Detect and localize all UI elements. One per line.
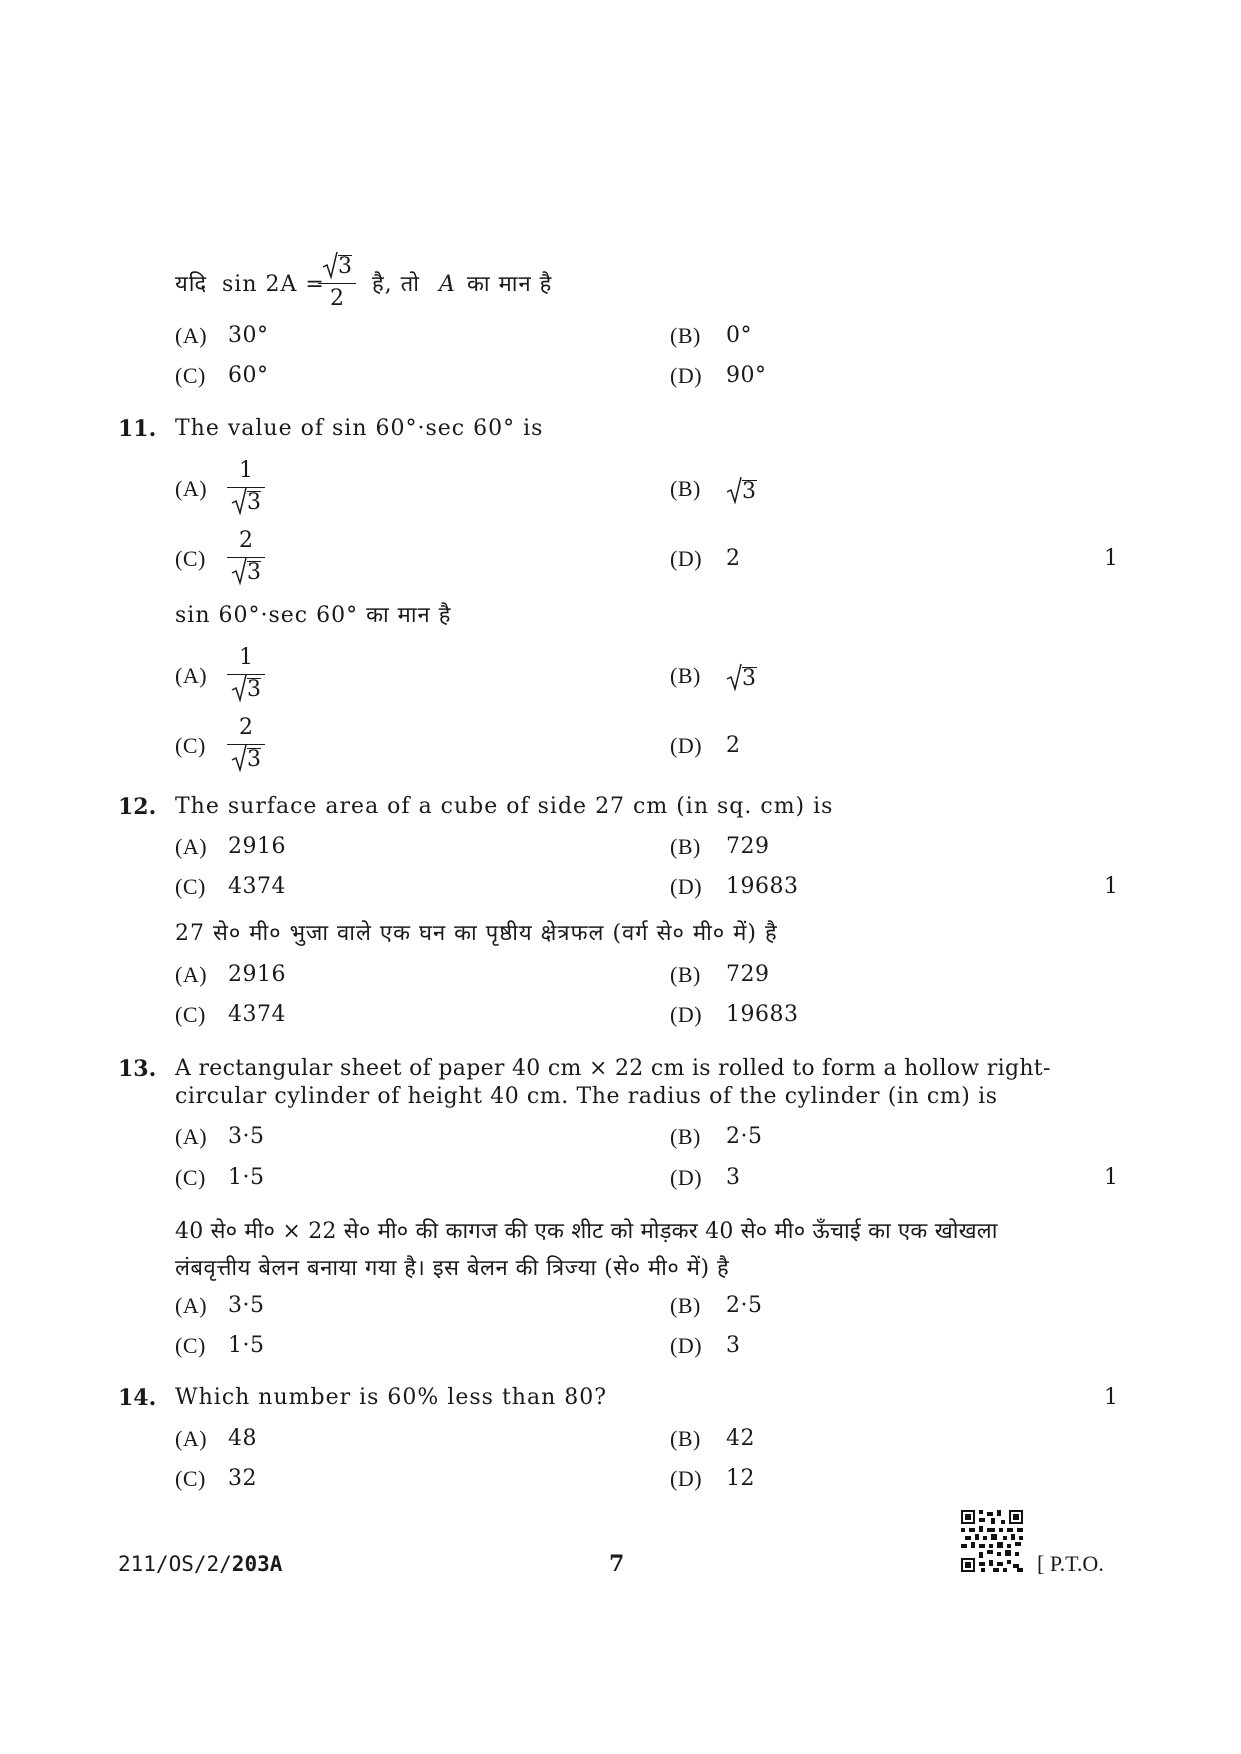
q12-marks: 1 [1104,874,1118,899]
q12h-option-a-label: (A) [175,962,208,987]
q12h-option-c-value: 4374 [228,1002,286,1027]
q12-option-a-label: (A) [175,834,208,859]
q13-option-b-value: 2·5 [726,1124,763,1149]
q13h-option-a-value: 3·5 [228,1293,265,1318]
q11h-option-a-num: 1 [239,645,253,670]
q14-option-d-label: (D) [670,1466,703,1491]
q11h-option-b-label: (B) [670,663,701,688]
q10-hindi-prefix: यदि [175,272,208,297]
q10-option-c-value: 60° [228,363,269,388]
q11-option-b-value-wrap [726,479,757,505]
q11-option-a-num: 1 [239,458,253,483]
q14-option-a-value: 48 [228,1426,257,1451]
q13h-option-b-value: 2·5 [726,1293,763,1318]
q12-option-b-label: (B) [670,834,701,859]
q11-option-a-den: 3 [247,490,261,515]
q12h-option-d-label: (D) [670,1002,703,1027]
pto-label: [ P.T.O. [1037,1551,1104,1576]
q11h-option-b-value: 3 [742,666,757,691]
q11h-option-a-fraction [227,645,265,703]
q11h-option-b-value-wrap [726,666,757,692]
q12-option-a-value: 2916 [228,834,286,859]
q12h-option-b-label: (B) [670,962,701,987]
q13h-option-d-label: (D) [670,1333,703,1358]
q10-hindi-var: A [439,272,456,297]
qr-code-icon [961,1510,1023,1572]
q14-option-b-value: 42 [726,1426,755,1451]
q11-option-c-label: (C) [175,546,206,571]
q13-option-a-value: 3·5 [228,1124,265,1149]
q13-number: 13. [118,1056,157,1082]
q11-number: 11. [118,416,157,442]
q10-option-a-label: (A) [175,323,208,348]
q11h-option-a-den: 3 [247,677,261,702]
q11h-option-c-den: 3 [247,747,261,772]
q10-option-d-value: 90° [726,363,767,388]
q13-text-line1: A rectangular sheet of paper 40 cm × 22 cm is rolled to form a hollow right- [175,1056,1051,1081]
q12-text: The surface area of a cube of side 27 cm (in sq. cm) is [175,794,834,819]
q12h-option-b-value: 729 [726,962,770,987]
q13-marks: 1 [1104,1165,1118,1190]
q14-option-a-label: (A) [175,1426,208,1451]
q13-option-d-value: 3 [726,1165,741,1190]
q11-option-d-label: (D) [670,546,703,571]
q13h-option-a-label: (A) [175,1293,208,1318]
q12-option-d-label: (D) [670,874,703,899]
q13-hindi-line1: 40 से० मी० × 22 से० मी० की कागज की एक शीट को मोड़कर 40 से० मी० ऊँचाई का एक खोखला [175,1219,998,1244]
q10-fraction-num: 3 [338,254,352,279]
q10-fraction [318,254,356,312]
q12-option-d-value: 19683 [726,874,799,899]
q10-hindi-suffix: है, तो [372,272,420,297]
q11-option-b-label: (B) [670,476,701,501]
q10-fraction-den: 2 [330,286,344,311]
paper-code-bold: 203A [231,1552,283,1576]
q10-option-c-label: (C) [175,363,206,388]
q13-text-line2: circular cylinder of height 40 cm. The radius of the cylinder (in cm) is [175,1084,998,1109]
q11-hindi: sin 60°·sec 60° का मान है [175,603,452,628]
q12h-option-c-label: (C) [175,1002,206,1027]
q14-number: 14. [118,1385,157,1411]
q11-option-c-fraction [227,528,265,586]
q13-option-c-value: 1·5 [228,1165,265,1190]
q11h-option-c-num: 2 [239,715,253,740]
q11-option-a-label: (A) [175,476,208,501]
q10-hindi-suffix2: का मान है [467,272,553,297]
q12h-option-d-value: 19683 [726,1002,799,1027]
q11h-option-d-value: 2 [726,733,741,758]
q11h-option-a-label: (A) [175,663,208,688]
q13-option-a-label: (A) [175,1124,208,1149]
page-number: 7 [609,1551,625,1577]
q11h-option-c-label: (C) [175,733,206,758]
q11-option-c-num: 2 [239,528,253,553]
q11-option-d-value: 2 [726,546,741,571]
q12-option-b-value: 729 [726,834,770,859]
q13-hindi-line2: लंबवृत्तीय बेलन बनाया गया है। इस बेलन की त्रिज्या (से० मी० में) है [175,1256,730,1281]
q14-option-c-value: 32 [228,1466,257,1491]
q11-option-a-fraction [227,458,265,516]
q10-hindi-func: sin 2A = [222,272,325,297]
q10-option-a-value: 30° [228,323,269,348]
q13-option-b-label: (B) [670,1124,701,1149]
q11h-option-c-fraction [227,715,265,773]
paper-code [118,1551,282,1577]
q13-option-c-label: (C) [175,1165,206,1190]
q14-marks: 1 [1104,1385,1118,1410]
q14-option-c-label: (C) [175,1466,206,1491]
q12-number: 12. [118,794,157,820]
q11-option-c-den: 3 [247,560,261,585]
q13-option-d-label: (D) [670,1165,703,1190]
q13h-option-c-label: (C) [175,1333,206,1358]
q11-option-b-value: 3 [742,479,757,504]
q11-text: The value of sin 60°·sec 60° is [175,416,544,441]
q10-option-d-label: (D) [670,363,703,388]
q11h-option-d-label: (D) [670,733,703,758]
q11-marks: 1 [1104,546,1118,571]
q14-option-d-value: 12 [726,1466,755,1491]
paper-code-prefix: 211/OS/2/ [118,1552,232,1576]
q14-text: Which number is 60% less than 80? [175,1385,608,1410]
q13h-option-b-label: (B) [670,1293,701,1318]
q12-option-c-value: 4374 [228,874,286,899]
q13h-option-d-value: 3 [726,1333,741,1358]
q10-option-b-value: 0° [726,323,752,348]
q12-hindi: 27 से० मी० भुजा वाले एक घन का पृष्ठीय क्षेत्रफल (वर्ग से० मी० में) है [175,921,778,946]
q10-option-b-label: (B) [670,323,701,348]
q14-option-b-label: (B) [670,1426,701,1451]
q12-option-c-label: (C) [175,874,206,899]
q13h-option-c-value: 1·5 [228,1333,265,1358]
q12h-option-a-value: 2916 [228,962,286,987]
